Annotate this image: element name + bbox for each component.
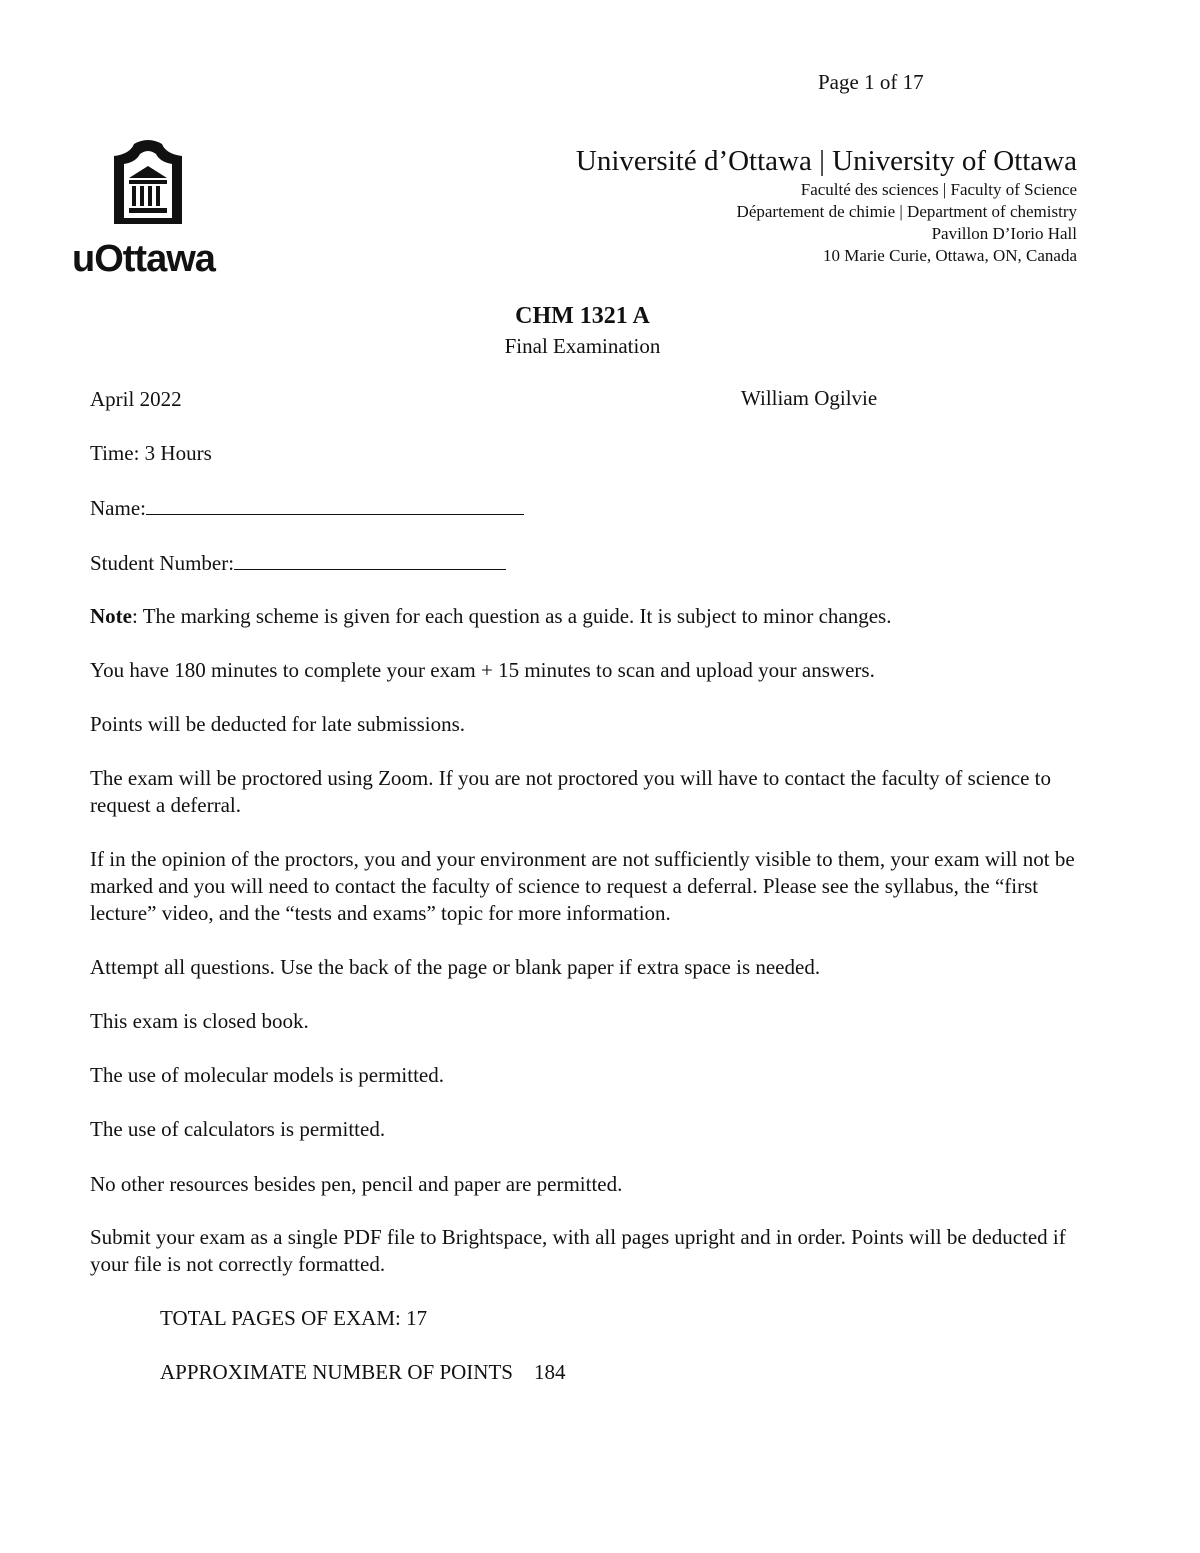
student-number-label: Student Number:	[90, 551, 235, 575]
university-logo	[70, 138, 230, 278]
instruction-item: Attempt all questions. Use the back of the page or blank paper if extra space is needed.	[90, 955, 821, 979]
instruction-item: The exam will be proctored using Zoom. If you are not proctored you will have to contact the faculty of science to request a deferral.	[90, 766, 1052, 817]
instruction-item: You have 180 minutes to complete your exam + 15 minutes to scan and upload your answers.	[90, 658, 875, 682]
address: 10 Marie Curie, Ottawa, ON, Canada	[823, 246, 1077, 265]
instruction-item: The use of calculators is permitted.	[90, 1117, 386, 1141]
instructor-name: William Ogilvie	[741, 386, 878, 410]
instruction-item: This exam is closed book.	[90, 1009, 309, 1033]
faculty: Faculté des sciences | Faculty of Science	[800, 180, 1077, 199]
university-name: Université d’Ottawa | University of Ottawa	[575, 145, 1077, 177]
building: Pavillon D’Iorio Hall	[931, 224, 1077, 243]
instruction-item: Submit your exam as a single PDF file to Brightspace, with all pages upright and in order. Points will be deducted if your file is not correctly formatted.	[90, 1225, 1066, 1276]
exam-title: Final Examination	[504, 334, 661, 358]
name-label: Name:	[90, 496, 146, 520]
exam-date: April 2022	[90, 387, 182, 411]
total-points: APPROXIMATE NUMBER OF POINTS 184	[160, 1360, 566, 1384]
student-number-blank	[234, 549, 506, 570]
instruction-item: The use of molecular models is permitted.	[90, 1063, 444, 1087]
instruction-item: If in the opinion of the proctors, you and your environment are not sufficiently visible to them, your exam will not be marked and you will need to contact the faculty of science to request a deferral. Please see the syllabus, the “first lecture” video, and the “tests and exams” topic for more information.	[90, 847, 1075, 925]
university-building-icon	[110, 138, 186, 228]
name-field	[90, 494, 524, 522]
exam-time: Time: 3 Hours	[90, 441, 212, 465]
page-number: Page 1 of 17	[818, 70, 924, 94]
department: Département de chimie | Department of chemistry	[736, 202, 1077, 221]
student-number-field	[90, 549, 506, 577]
instruction-item: No other resources besides pen, pencil and paper are permitted.	[90, 1172, 623, 1196]
note-label: Note	[90, 604, 132, 628]
course-code: CHM 1321 A	[515, 303, 650, 329]
total-pages: TOTAL PAGES OF EXAM: 17	[160, 1306, 428, 1330]
note	[90, 603, 891, 630]
logo-wordmark: uOttawa	[72, 238, 215, 280]
instruction-item: Points will be deducted for late submissions.	[90, 712, 466, 736]
university-header	[576, 143, 1077, 267]
course-heading	[0, 300, 1165, 360]
note-text: : The marking scheme is given for each question as a guide. It is subject to minor changes.	[131, 604, 892, 628]
name-blank	[146, 494, 524, 515]
